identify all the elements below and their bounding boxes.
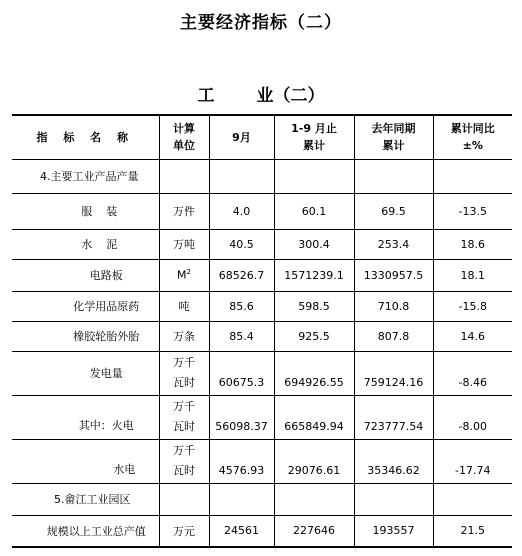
row-unit — [159, 259, 209, 291]
table-header-row — [12, 115, 512, 159]
table-row — [12, 321, 512, 351]
row-last-year: 1330957.5 — [354, 259, 433, 291]
row-unit-base: M — [177, 268, 187, 282]
row-change: 18.6 — [433, 229, 512, 259]
row-cumulative: 29076.61 — [274, 439, 354, 483]
row-month — [209, 483, 274, 515]
section-title-part2: 业（二） — [256, 86, 325, 106]
row-unit: 万件 — [159, 193, 209, 229]
row-unit-line2: 瓦时 — [173, 376, 195, 389]
row-name: 其中：火电 — [12, 395, 159, 439]
row-change: -8.00 — [433, 395, 512, 439]
header-cumulative-line1: 1-9 月止 — [291, 122, 337, 136]
row-month: 4576.93 — [209, 439, 274, 483]
row-unit-line1: 万千 — [173, 444, 195, 457]
row-month: 4.0 — [209, 193, 274, 229]
row-month: 40.5 — [209, 229, 274, 259]
table-row — [12, 351, 512, 395]
row-name: 服装 — [12, 193, 159, 229]
row-last-year: 35346.62 — [354, 439, 433, 483]
row-change: -15.8 — [433, 291, 512, 321]
row-name: 发电量 — [12, 351, 159, 395]
row-name: 橡胶轮胎外胎 — [12, 321, 159, 351]
row-unit-superscript: 2 — [186, 268, 191, 277]
header-unit-line1: 计算 — [173, 122, 195, 136]
row-name: 4.主要工业产品产量 — [12, 159, 159, 193]
section-title-part1: 工 — [197, 86, 215, 106]
table-row — [12, 395, 512, 439]
row-unit: 吨 — [159, 291, 209, 321]
header-month: 9月 — [209, 115, 274, 159]
row-change: 21.5 — [433, 515, 512, 547]
row-last-year: 69.5 — [354, 193, 433, 229]
row-cumulative — [274, 483, 354, 515]
document-title: 主要经济指标（二） — [180, 13, 342, 33]
row-cumulative: 227646 — [274, 515, 354, 547]
row-cumulative: 925.5 — [274, 321, 354, 351]
row-change: -17.74 — [433, 439, 512, 483]
table-row — [12, 515, 512, 547]
header-unit — [159, 115, 209, 159]
row-cumulative: 300.4 — [274, 229, 354, 259]
row-unit-line1: 万千 — [173, 400, 195, 413]
row-month — [209, 159, 274, 193]
row-change: -13.5 — [433, 193, 512, 229]
row-last-year — [354, 159, 433, 193]
row-change: 14.6 — [433, 321, 512, 351]
row-last-year: 759124.16 — [354, 351, 433, 395]
row-month: 60675.3 — [209, 351, 274, 395]
row-name: 水泥 — [12, 229, 159, 259]
header-indicator-name: 指 标 名 称 — [12, 115, 159, 159]
row-name: 规模以上工业总产值 — [12, 515, 159, 547]
header-last-year-line2: 累计 — [382, 139, 405, 153]
row-cumulative: 665849.94 — [274, 395, 354, 439]
section-title — [0, 81, 522, 106]
row-change — [433, 483, 512, 515]
row-unit-line1: 万千 — [173, 356, 195, 369]
row-unit — [159, 159, 209, 193]
row-last-year: 193557 — [354, 515, 433, 547]
row-month: 24561 — [209, 515, 274, 547]
row-last-year: 710.8 — [354, 291, 433, 321]
table-row — [12, 259, 512, 291]
header-change — [433, 115, 512, 159]
header-cumulative — [274, 115, 354, 159]
row-unit-line2: 瓦时 — [173, 420, 195, 433]
row-change: -8.46 — [433, 351, 512, 395]
row-cumulative: 598.5 — [274, 291, 354, 321]
row-unit: 万吨 — [159, 229, 209, 259]
row-unit: 万条 — [159, 321, 209, 351]
header-last-year — [354, 115, 433, 159]
header-cumulative-line2: 累计 — [303, 139, 325, 153]
row-last-year: 807.8 — [354, 321, 433, 351]
header-last-year-line1: 去年同期 — [371, 122, 416, 136]
row-last-year: 253.4 — [354, 229, 433, 259]
row-unit — [159, 439, 209, 483]
row-month: 85.4 — [209, 321, 274, 351]
row-month: 56098.37 — [209, 395, 274, 439]
row-cumulative: 694926.55 — [274, 351, 354, 395]
row-unit: 万元 — [159, 515, 209, 547]
row-name: 化学用品原药 — [12, 291, 159, 321]
header-unit-line2: 单位 — [173, 139, 195, 153]
row-cumulative: 60.1 — [274, 193, 354, 229]
row-name: 水电 — [12, 439, 159, 483]
row-name: 5.畲江工业园区 — [12, 483, 159, 515]
row-cumulative — [274, 159, 354, 193]
row-month: 85.6 — [209, 291, 274, 321]
row-name: 电路板 — [12, 259, 159, 291]
row-change — [433, 159, 512, 193]
indicator-table — [12, 114, 512, 548]
table-row — [12, 483, 512, 515]
header-change-line2: ±% — [462, 139, 483, 153]
row-unit — [159, 395, 209, 439]
row-last-year: 723777.54 — [354, 395, 433, 439]
table-row — [12, 159, 512, 193]
row-unit — [159, 351, 209, 395]
header-change-line1: 累计同比 — [450, 122, 495, 136]
row-unit-line2: 瓦时 — [173, 464, 195, 477]
row-cumulative: 1571239.1 — [274, 259, 354, 291]
table-row — [12, 229, 512, 259]
row-last-year — [354, 483, 433, 515]
row-unit — [159, 483, 209, 515]
table-row — [12, 439, 512, 483]
table-row — [12, 193, 512, 229]
row-month: 68526.7 — [209, 259, 274, 291]
row-change: 18.1 — [433, 259, 512, 291]
table-row — [12, 291, 512, 321]
